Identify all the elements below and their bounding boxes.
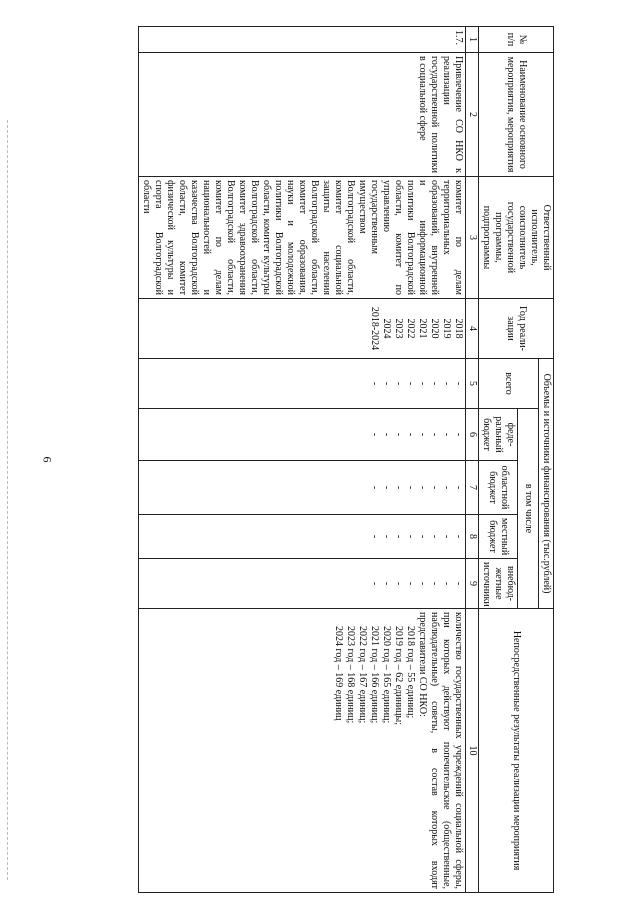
dash-value: - [429, 485, 440, 490]
row-results [139, 609, 466, 893]
dash-value: - [417, 534, 428, 539]
dash-value: - [405, 381, 416, 386]
year-value: 2024 [381, 318, 392, 339]
header-year: Год реали-зации [479, 299, 554, 359]
row-responsible: комитет по делам территориальных образований, внутренней и информационной политики Волгоградской области, комитет по управлению государственным имуществом Волгоградской области, комитет социальной защиты населения Волгоградской области, комитет образования, науки и молодежной политики Волгоградской области, комитет культуры Волгоградской области, комитет здравоохранения Волгоградской области, комитет по делам национальностей и казачества Волгоградской области, комитет физической культуры и спорта Волгоградской области [139, 177, 466, 299]
table-row [139, 27, 466, 893]
dash-value: - [441, 432, 452, 437]
results-list [332, 612, 416, 889]
dash-value: - [429, 432, 440, 437]
column-number: 6 [466, 409, 479, 461]
row-years [139, 299, 466, 359]
header-funding: Объемы и источники финансирования (тыс.рублей) [539, 359, 554, 609]
dash-value: - [453, 534, 464, 539]
column-number: 2 [466, 53, 479, 177]
row-num: 1.7. [139, 27, 466, 53]
dash-value: - [369, 581, 380, 586]
year-value: 2020 [429, 318, 440, 339]
dash-value: - [393, 381, 404, 386]
year-value: 2018 [453, 318, 464, 339]
dash-value: - [429, 534, 440, 539]
dash-value: - [441, 485, 452, 490]
dash-value: - [381, 432, 392, 437]
dash-value: - [405, 534, 416, 539]
dash-value: - [405, 432, 416, 437]
scan-edge-dots [5, 120, 8, 880]
column-number: 7 [466, 461, 479, 515]
column-number: 8 [466, 515, 479, 559]
header-responsible: Ответственный исполнитель, соисполнитель государственной программы, подпрограммы [479, 177, 554, 299]
dash-value: - [381, 485, 392, 490]
year-value: 2018-2024 [369, 306, 380, 351]
column-number: 4 [466, 299, 479, 359]
dash-value: - [381, 381, 392, 386]
header-total: всего [479, 359, 539, 409]
column-number: 5 [466, 359, 479, 409]
dash-value: - [441, 581, 452, 586]
dash-value: - [369, 534, 380, 539]
dash-value: - [417, 432, 428, 437]
header-federal: феде-ральный бюджет [479, 409, 518, 461]
year-value: 2021 [417, 318, 428, 339]
local-values [139, 515, 466, 559]
column-numbers-row [466, 27, 479, 893]
header-offbudget: внебюд-жетные источники [479, 559, 518, 609]
result-item: 2019 год – 62 единицы; [393, 626, 404, 725]
dash-value: - [429, 381, 440, 386]
dash-value: - [453, 381, 464, 386]
dash-value: - [381, 534, 392, 539]
column-number: 10 [466, 609, 479, 893]
header-including: в том числе [518, 409, 539, 609]
dash-value: - [369, 432, 380, 437]
year-value: 2023 [393, 318, 404, 339]
header-results: Непосредственные результаты реализации мероприятия [479, 609, 554, 893]
dash-value: - [381, 581, 392, 586]
header-num: № п/п [479, 27, 554, 53]
dash-value: - [405, 581, 416, 586]
dash-value: - [453, 581, 464, 586]
results-text: количество государственных учреждений социальной сферы, при которых действуют попечительские (общественные, наблюдательные) советы, в состав которых входят представители СО НКО: [417, 612, 464, 890]
dash-value: - [453, 432, 464, 437]
federal-values [139, 409, 466, 461]
column-number: 1 [466, 27, 479, 53]
result-item: 2024 год – 169 единиц [333, 626, 344, 721]
dash-value: - [417, 485, 428, 490]
result-item: 2021 год – 166 единиц; [369, 626, 380, 724]
row-name: Привлечение СО НКО к реализации государственной политики в социальной сфере [139, 53, 466, 177]
dash-value: - [417, 381, 428, 386]
dash-value: - [441, 381, 452, 386]
header-name: Наименование основного мероприятия, мероприятия [479, 53, 554, 177]
dash-value: - [405, 485, 416, 490]
page-number: 6 [40, 456, 55, 463]
dash-value: - [393, 534, 404, 539]
offbudget-values [139, 559, 466, 609]
dash-value: - [417, 581, 428, 586]
dash-value: - [369, 381, 380, 386]
header-row-1 [539, 27, 554, 893]
year-value: 2019 [441, 318, 452, 339]
dash-value: - [393, 581, 404, 586]
dash-value: - [393, 485, 404, 490]
result-item: 2020 год – 165 единиц; [381, 626, 392, 724]
column-number: 9 [466, 559, 479, 609]
year-value: 2022 [405, 318, 416, 339]
result-item: 2023 год – 168 единиц; [345, 626, 356, 724]
regional-values [139, 461, 466, 515]
program-table [138, 26, 554, 893]
dash-value: - [369, 485, 380, 490]
dash-value: - [429, 581, 440, 586]
header-regional: областной бюджет [479, 461, 518, 515]
header-local: местный бюджет [479, 515, 518, 559]
dash-value: - [453, 485, 464, 490]
total-values [139, 359, 466, 409]
dash-value: - [441, 534, 452, 539]
column-number: 3 [466, 177, 479, 299]
dash-value: - [393, 432, 404, 437]
result-item: 2022 год – 167 единиц; [357, 626, 368, 724]
result-item: 2018 год – 55 единиц; [405, 626, 416, 719]
